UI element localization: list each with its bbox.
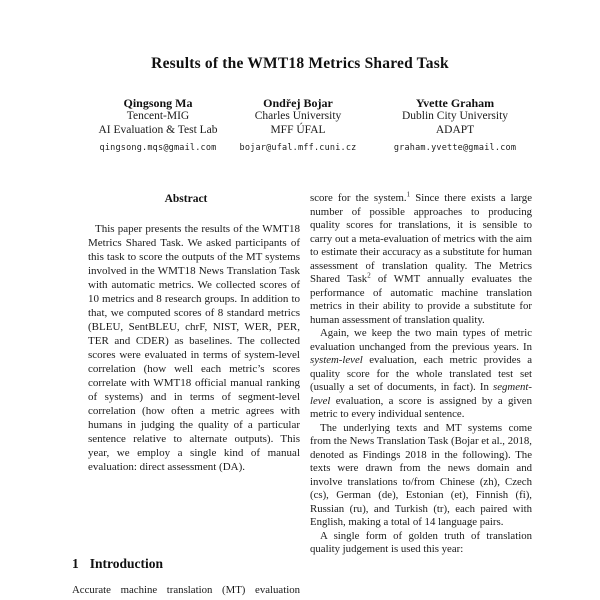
- author-affiliation: Dublin City University: [401, 110, 509, 122]
- text-run: of WMT annually evaluates the performance of automatic machine translation metrics in their ability to provide a substitute for human assessment of translation quality.: [310, 273, 532, 326]
- author-name: Qingsong Ma: [123, 96, 193, 110]
- author-affiliation: MFF ÚFAL: [270, 123, 326, 136]
- author-email: qingsong.mqs@gmail.com: [99, 143, 217, 153]
- author-email: bojar@ufal.mff.cuni.cz: [239, 143, 357, 153]
- section-number: 1: [72, 556, 79, 571]
- emphasized-text: segment-level: [310, 381, 532, 407]
- author-affiliation: Charles University: [254, 110, 342, 122]
- author-affiliation: AI Evaluation & Test Lab: [98, 123, 218, 136]
- abstract-section: [72, 193, 300, 474]
- author-name: Yvette Graham: [415, 96, 495, 110]
- abstract-text: This paper presents the results of the WMT18 Metrics Shared Task. We asked participants of this task to score the outputs of the MT systems involved in the WMT18 News Translation Task with automatic metrics. We collected scores of 10 metrics and 8 research groups. In addition to that, we computed scores of 8 standard metrics (BLEU, SentBLEU, chrF, NIST, WER, PER, TER and CDER) as baselines. The collected scores were evaluated in terms of system-level correlation (how well each metric’s scores correlate with WMT18 official manual ranking of systems) and in terms of segment-level correlation (how often a metric agrees with humans in judging the quality of a particular sentence relative to alternate outputs). This year, we employ a single kind of manual evaluation: direct assessment (DA).: [88, 223, 300, 473]
- body-paragraph: [310, 192, 532, 327]
- text-run: The underlying texts and MT systems come from the News Translation Task (Bojar et al., 2018, denoted as Findings 2018 in the following). The texts were drawn from the news domain and involve translations to/from Chinese (zh), Czech (cs), German (de), Estonian (et), Finnish (fi), Russian (ru), and Turkish (tr), each paired with English, making a total of 14 language pairs.: [310, 421, 532, 528]
- abstract-heading: Abstract: [164, 193, 208, 205]
- text-run: evaluation, each metric provides a quality score for the whole translated test set (usually a set of documents, in fact). In: [310, 354, 532, 393]
- body-paragraph: [310, 530, 532, 557]
- footnote-marker: 1: [406, 190, 411, 199]
- author-affiliation: ADAPT: [435, 123, 475, 136]
- text-run: A single form of golden truth of translation quality judgement is used this year:: [310, 529, 532, 555]
- section-title: Introduction: [89, 556, 164, 571]
- body-paragraph: [310, 422, 532, 530]
- introduction-section: [72, 556, 300, 598]
- author-name: Ondřej Bojar: [263, 96, 333, 110]
- text-run: Again, we keep the two main types of metric evaluation unchanged from the previous years. In: [310, 327, 532, 353]
- right-column: [310, 192, 532, 557]
- author-email: graham.yvette@gmail.com: [393, 143, 517, 153]
- author-block: [240, 96, 357, 153]
- section-heading-introduction: [72, 556, 300, 572]
- text-run: evaluation, a score is assigned by a given metric to every individual sentence.: [310, 394, 532, 420]
- author-block: [394, 96, 516, 153]
- text-run: score for the system.: [310, 192, 407, 204]
- author-block: [98, 96, 217, 153]
- footnote-marker: 2: [367, 271, 371, 280]
- page-title: Results of the WMT18 Metrics Shared Task: [151, 55, 449, 72]
- author-affiliation: Tencent-MIG: [126, 110, 190, 122]
- body-paragraph: [310, 327, 532, 422]
- text-run: Since there exists a large number of possible approaches to producing quality scores for translations, it is sensible to carry out a meta-evaluation of metrics with the aim to estimate their accuracy as a substitute for human assessment of translation quality. The Metrics Shared Task: [310, 192, 532, 285]
- emphasized-text: system-level: [310, 354, 363, 366]
- introduction-first-line: Accurate machine translation (MT) evaluation: [72, 584, 300, 596]
